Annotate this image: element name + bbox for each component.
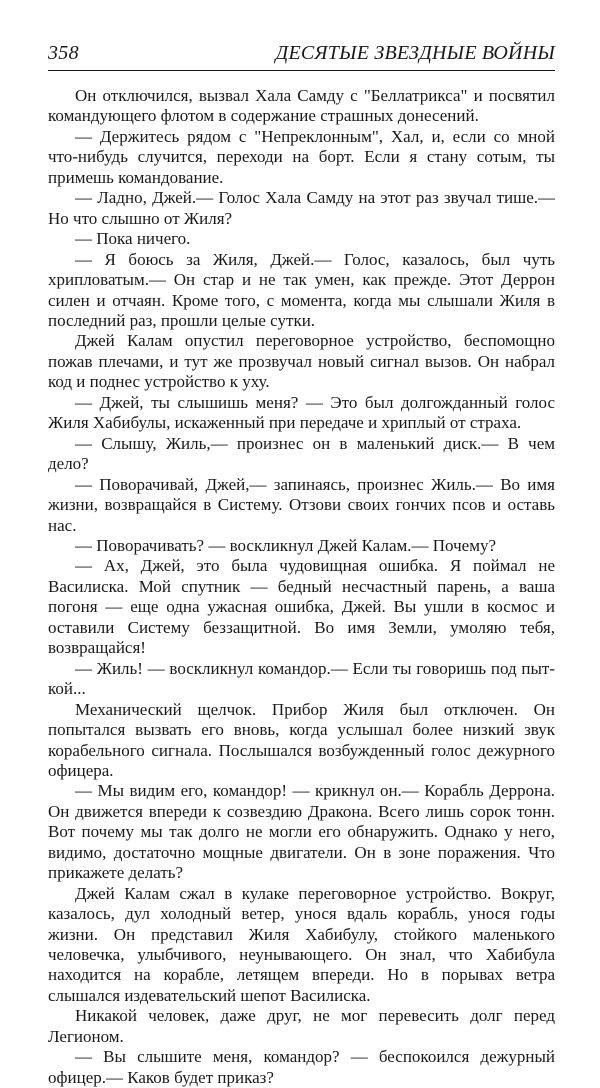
header-rule — [48, 70, 555, 71]
paragraph: — Жиль! — воскликнул командор.— Если ты говоришь под пыткой... — [48, 658, 555, 699]
paragraph: — Ладно, Джей.— Голос Хала Самду на этот раз звучал тише.— Но что слышно от Жиля? — [48, 188, 555, 228]
paragraph: — Мы видим его, командор! — крикнул он.— Корабль Деррона. Он движется впереди к созвездию Дракона. Всего лишь сорок тонн. Вот почему мы так долго не могли его обнаружить. Однако у него, видимо, достаточно мощные двигатели. Он в зоне поражения. Что прикажете делать? — [48, 781, 555, 883]
paragraph: — Поворачивать? — воскликнул Джей Калам.— Почему? — [75, 535, 496, 555]
paragraph: Джей Калам опустил переговорное устройство, беспомощно пожав плечами, и тут же прозвучал новый сигнал вызов. Он набрал код и поднес устройство к уху. — [48, 331, 555, 392]
paragraph: Никакой человек, даже друг, не мог перевесить долг перед Легионом. — [48, 1006, 555, 1046]
running-head — [48, 40, 555, 68]
paragraph: — Я боюсь за Жиля, Джей.— Голос, казалось, был чуть хрипловатым.— Он стар и не так умен, как прежде. Этот Деррон силен и отчаян. Кроме того, с момента, когда мы слышали Жиля в последний раз, прошли целые сутки. — [48, 249, 555, 330]
paragraph: — Ах, Джей, это была чудовищная ошибка. Я поймал не Василиска. Мой спутник — бедный несчастный парень, а ваша погоня — еще одна ужасная ошибка, Джей. Вы ушли в космос и оставили Систему беззащитной. Во имя Земли, умоляю тебя, возвращайся! — [48, 556, 555, 658]
paragraph: — Вы слышите меня, командор? — беспокоился дежурный офицер.— Каков будет приказ? — [48, 1047, 555, 1087]
page-number: 358 — [48, 42, 79, 64]
book-title: ДЕСЯТЫЕ ЗВЕЗДНЫЕ ВОЙНЫ — [275, 42, 555, 64]
paragraph: Джей Калам сжал в кулаке переговорное устройство. Вокруг, казалось, дул холодный ветер, унося вдаль корабль, унося годы жизни. Он представил Жиля Хабибулу, стойкого маленького человечка, улыбчивого, неунывающего. Он знал, что Хабибула находится на корабле, летящем впереди. Но в порывах ветра слышался издевательский шепот Василиска. — [48, 883, 555, 1005]
paragraph: — Джей, ты слышишь меня? — Это был долгожданный голос Жиля Хабибулы, искаженный при передаче и хриплый от страха. — [48, 392, 555, 433]
body-text — [48, 86, 555, 1088]
paragraph: — Поворачивай, Джей,— запинаясь, произнес Жиль.— Во имя жизни, возвращайся в Систему. Отзови своих гончих псов и оставь нас. — [48, 474, 555, 535]
paragraph: Механический щелчок. Прибор Жиля был отключен. Он попытался вызвать его вновь, когда услышал более низкий звук корабельного сигнала. Послышался возбужденный голос дежурного офицера. — [48, 699, 555, 780]
paragraph: — Держитесь рядом с "Непреклонным", Хал, и, если со мной что-нибудь случится, переходи на борт. Если я стану сотым, ты примешь командование. — [48, 126, 555, 187]
paragraph: Он отключился, вызвал Хала Самду с "Беллатрикса" и посвятил командующего флотом в содержание страшных донесений. — [48, 86, 555, 126]
paragraph: — Пока ничего. — [75, 229, 191, 249]
paragraph: — Слышу, Жиль,— произнес он в маленький диск.— В чем дело? — [48, 433, 555, 474]
